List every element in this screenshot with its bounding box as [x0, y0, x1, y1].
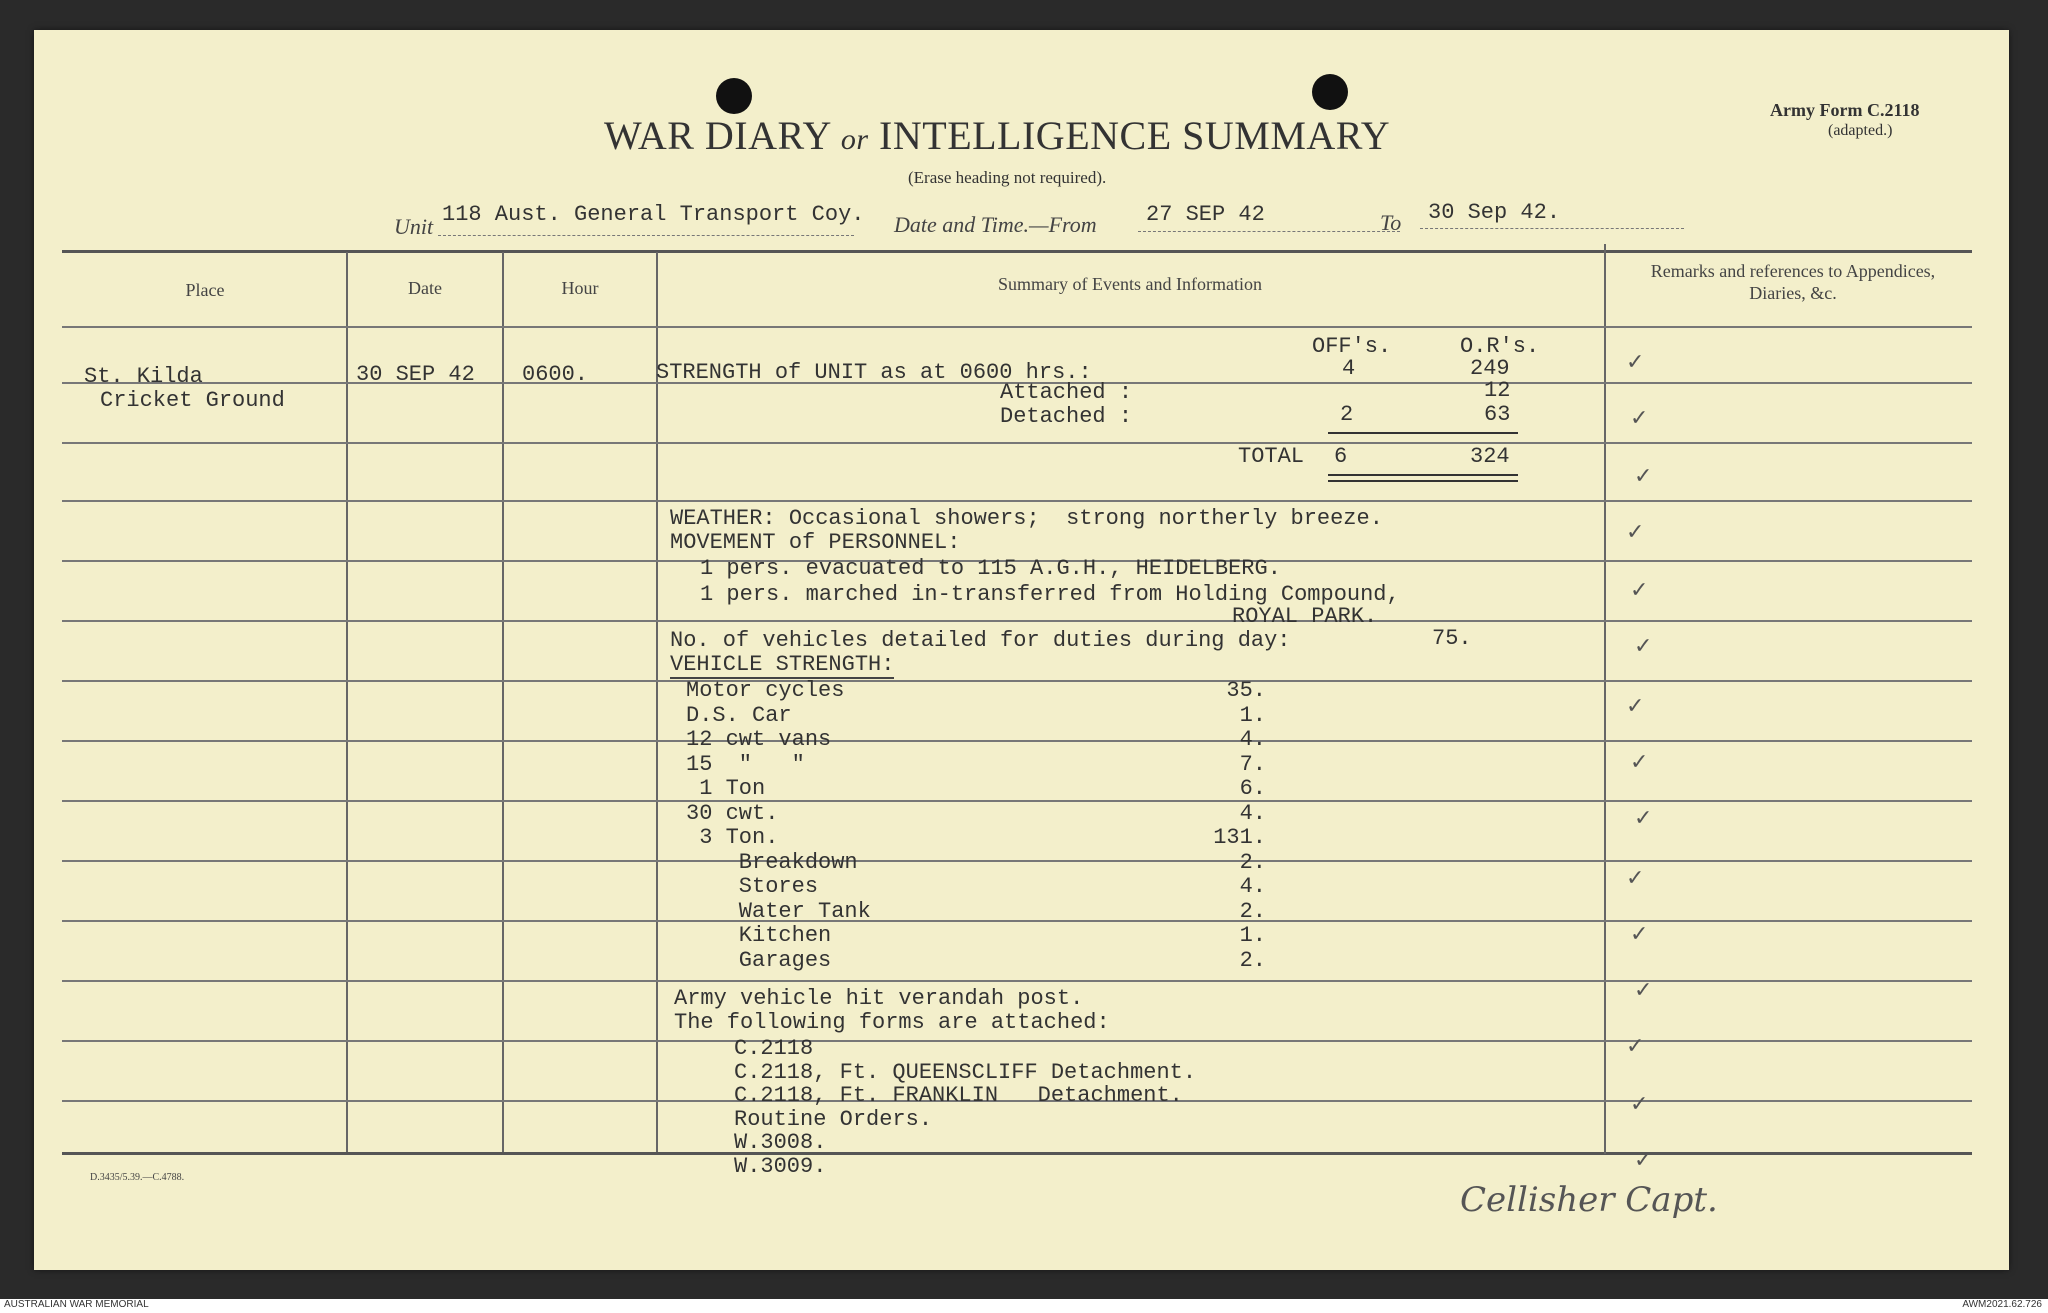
- row-rule: [62, 680, 1972, 682]
- attachment-item: C.2118: [734, 1036, 814, 1061]
- strength-offs: 4: [1342, 356, 1356, 381]
- army-form-adapted: (adapted.): [1828, 122, 1893, 139]
- unit-value: 118 Aust. General Transport Coy.: [442, 202, 865, 227]
- vehicle-count: 6.: [1239, 776, 1266, 801]
- attachments-heading: The following forms are attached:: [674, 1010, 1110, 1035]
- attachment-item: C.2118, Ft. FRANKLIN Detachment.: [734, 1083, 1183, 1108]
- attached-label: Attached :: [1000, 380, 1133, 405]
- total-double-rule: [1328, 474, 1518, 476]
- date-to-dotted-line: [1420, 228, 1684, 229]
- entry-hour: 0600.: [522, 362, 589, 387]
- vehicles-detailed-label: No. of vehicles detailed for duties during day:: [670, 628, 1291, 653]
- punch-hole: [716, 78, 752, 114]
- page-subtitle: (Erase heading not required).: [908, 168, 1107, 187]
- vehicle-type: 1 Ton: [686, 776, 766, 801]
- vehicle-count: 1.: [1239, 702, 1266, 728]
- strength-ors-header: O.R's.: [1460, 334, 1540, 359]
- column-divider: [346, 252, 348, 1152]
- column-divider: [502, 252, 504, 1152]
- row-rule: [62, 740, 1972, 742]
- vehicle-count: 4.: [1239, 727, 1266, 752]
- vehicle-type: Stores: [686, 874, 819, 899]
- vehicle-count: 7.: [1239, 751, 1266, 777]
- vehicle-type: Motor cycles: [686, 678, 845, 703]
- vehicle-type: Breakdown: [686, 849, 858, 875]
- vehicle-type: 15 " ": [686, 751, 805, 777]
- check-mark-icon: ✓: [1634, 978, 1653, 1003]
- form-print-number: D.3435/5.39.—C.4788.: [90, 1172, 185, 1183]
- total-double-rule: [1328, 480, 1518, 482]
- vehicle-count: 2.: [1239, 947, 1266, 973]
- row-rule: [62, 620, 1972, 622]
- vehicle-type: 12 cwt vans: [686, 727, 832, 752]
- signature: Cellisher Capt.: [1460, 1180, 1718, 1220]
- vehicle-type: D.S. Car: [686, 702, 792, 728]
- movement-line2: 1 pers. marched in-transferred from Holding Compound,: [700, 582, 1400, 607]
- row-rule: [62, 326, 1972, 328]
- attachment-item: Routine Orders.: [734, 1106, 933, 1132]
- vehicle-type: 30 cwt.: [686, 800, 779, 826]
- total-label: TOTAL: [1238, 444, 1305, 469]
- check-mark-icon: ✓: [1634, 464, 1653, 489]
- check-mark-icon: ✓: [1630, 922, 1649, 947]
- check-mark-icon: ✓: [1626, 350, 1645, 375]
- row-rule: [62, 442, 1972, 444]
- check-mark-icon: ✓: [1626, 520, 1645, 545]
- vehicle-count: 131.: [1213, 825, 1266, 850]
- vehicle-type: 3 Ton.: [686, 825, 779, 850]
- weather-line: WEATHER: Occasional showers; strong northerly breeze.: [670, 506, 1383, 531]
- column-header-place: Place: [185, 280, 225, 300]
- detached-offs: 2: [1340, 402, 1354, 427]
- check-mark-icon: ✓: [1630, 1092, 1649, 1117]
- entry-date: 30 SEP 42: [356, 362, 475, 387]
- row-rule: [62, 500, 1972, 502]
- row-rule: [62, 980, 1972, 982]
- check-mark-icon: ✓: [1630, 578, 1649, 603]
- army-form-number: Army Form C.2118: [1770, 100, 1920, 120]
- check-mark-icon: ✓: [1634, 634, 1653, 659]
- check-mark-icon: ✓: [1634, 1148, 1653, 1173]
- vehicle-count: 2.: [1239, 898, 1266, 924]
- entry-place-line1: St. Kilda: [84, 364, 203, 389]
- vehicles-detailed-value: 75.: [1432, 626, 1472, 651]
- attachment-item: C.2118, Ft. QUEENSCLIFF Detachment.: [734, 1059, 1197, 1085]
- incident-line: Army vehicle hit verandah post.: [674, 986, 1084, 1011]
- row-rule: [62, 800, 1972, 802]
- total-offs: 6: [1334, 444, 1348, 469]
- strength-ors: 249: [1470, 356, 1510, 381]
- column-header-date: Date: [408, 278, 442, 298]
- vehicle-count: 4.: [1239, 800, 1266, 826]
- total-ors: 324: [1470, 444, 1510, 469]
- attached-ors: 12: [1484, 378, 1511, 403]
- movement-line1: 1 pers. evacuated to 115 A.G.H., HEIDELBERG.: [700, 556, 1281, 581]
- diary-sheet: [34, 30, 2009, 1270]
- row-rule: [62, 860, 1972, 862]
- column-header-remarks: Remarks and references to Appendices, Diaries, &c.: [1650, 261, 1936, 303]
- vehicle-count: 2.: [1239, 849, 1266, 875]
- table-bottom-rule: [62, 1152, 1972, 1155]
- date-from: 27 SEP 42: [1146, 202, 1265, 227]
- check-mark-icon: ✓: [1630, 406, 1649, 431]
- vehicle-strength-heading: VEHICLE STRENGTH:: [670, 652, 895, 677]
- vehicle-type: Kitchen: [686, 923, 832, 948]
- vehicle-count: 1.: [1239, 923, 1266, 948]
- entry-place-line2: Cricket Ground: [100, 388, 285, 413]
- footer-bar: [0, 1299, 2048, 1313]
- attachment-item: W.3008.: [734, 1130, 827, 1155]
- footer-right-text: AWM2021.62.726: [1962, 1299, 2042, 1310]
- column-header-hour: Hour: [561, 278, 599, 298]
- date-from-dotted-line: [1138, 231, 1400, 232]
- footer-left-text: AUSTRALIAN WAR MEMORIAL: [4, 1299, 149, 1310]
- vehicle-count: 35.: [1226, 678, 1266, 703]
- strength-offs-header: OFF's.: [1312, 334, 1392, 359]
- unit-label: Unit: [394, 214, 434, 239]
- column-divider: [1604, 244, 1606, 1154]
- page-title: WAR DIARY or INTELLIGENCE SUMMARY: [604, 113, 1391, 158]
- punch-hole: [1312, 74, 1348, 110]
- to-label: To: [1380, 210, 1402, 235]
- date-to: 30 Sep 42.: [1428, 200, 1561, 225]
- row-rule: [62, 920, 1972, 922]
- strength-label: STRENGTH of UNIT as at 0600 hrs.:: [656, 360, 1092, 385]
- check-mark-icon: ✓: [1630, 750, 1649, 775]
- table-top-rule: [62, 250, 1972, 253]
- check-mark-icon: ✓: [1626, 694, 1645, 719]
- movement-line3: ROYAL PARK.: [1232, 604, 1378, 629]
- check-mark-icon: ✓: [1634, 806, 1653, 831]
- unit-dotted-line: [438, 235, 854, 236]
- vehicle-type: Water Tank: [686, 898, 871, 924]
- vehicle-type: Garages: [686, 947, 832, 973]
- detached-label: Detached :: [1000, 404, 1133, 429]
- check-mark-icon: ✓: [1626, 866, 1645, 891]
- detached-ors: 63: [1484, 402, 1511, 427]
- date-label: Date and Time.—From: [894, 212, 1097, 237]
- attachment-item: W.3009.: [734, 1153, 827, 1179]
- subtotal-rule: [1328, 432, 1518, 434]
- check-mark-icon: ✓: [1626, 1034, 1645, 1059]
- column-header-summary: Summary of Events and Information: [998, 274, 1262, 294]
- vehicle-count: 4.: [1239, 874, 1266, 899]
- movement-heading: MOVEMENT of PERSONNEL:: [670, 530, 961, 555]
- row-rule: [62, 1040, 1972, 1042]
- column-divider: [656, 252, 658, 1152]
